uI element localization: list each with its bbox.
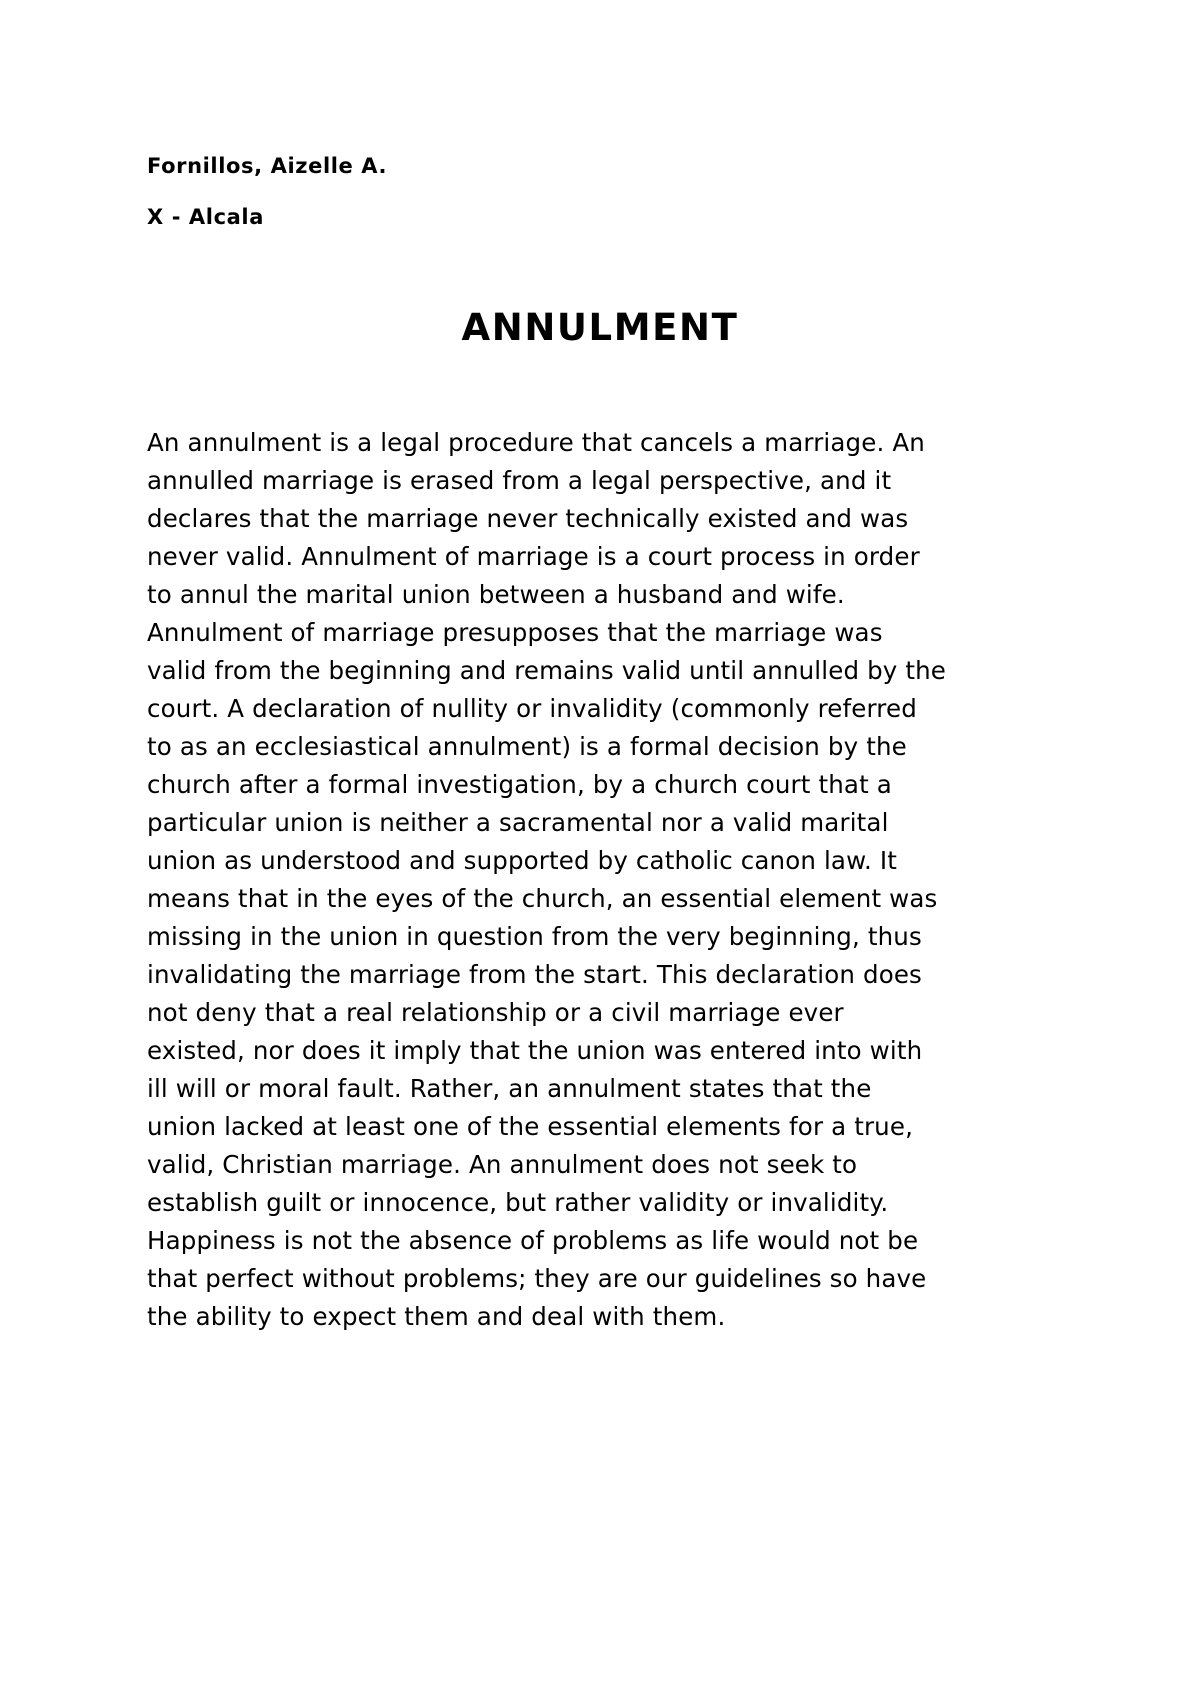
paragraph-line: union lacked at least one of the essential elements for a true, xyxy=(147,1112,914,1141)
paragraph-line: never valid. Annulment of marriage is a court process in order xyxy=(147,542,920,571)
paragraph-line: An annulment is a legal procedure that cancels a marriage. An xyxy=(147,428,925,457)
author-name: Fornillos, Aizelle A. xyxy=(147,154,388,178)
paragraph-line: valid, Christian marriage. An annulment does not seek to xyxy=(147,1150,858,1179)
paragraph-line: not deny that a real relationship or a civil marriage ever xyxy=(147,998,844,1027)
paragraph-line: means that in the eyes of the church, an essential element was xyxy=(147,884,938,913)
paragraph-line: annulled marriage is erased from a legal perspective, and it xyxy=(147,466,892,495)
body-paragraph xyxy=(147,424,1087,1336)
paragraph-line: Happiness is not the absence of problems as life would not be xyxy=(147,1226,919,1255)
paragraph-line: Annulment of marriage presupposes that the marriage was xyxy=(147,618,883,647)
paragraph-line: church after a formal investigation, by a church court that a xyxy=(147,770,892,799)
paragraph-line: declares that the marriage never technically existed and was xyxy=(147,504,909,533)
paragraph-line: to annul the marital union between a husband and wife. xyxy=(147,580,845,609)
paragraph-line: missing in the union in question from the very beginning, thus xyxy=(147,922,922,951)
class-section: X - Alcala xyxy=(147,205,264,229)
paragraph-line: court. A declaration of nullity or invalidity (commonly referred xyxy=(147,694,917,723)
paragraph-line: invalidating the marriage from the start. This declaration does xyxy=(147,960,922,989)
paragraph-line: union as understood and supported by catholic canon law. It xyxy=(147,846,898,875)
paragraph-line: that perfect without problems; they are our guidelines so have xyxy=(147,1264,927,1293)
paragraph-line: particular union is neither a sacramental nor a valid marital xyxy=(147,808,889,837)
paragraph-line: the ability to expect them and deal with them. xyxy=(147,1302,726,1331)
paragraph-line: to as an ecclesiastical annulment) is a formal decision by the xyxy=(147,732,907,761)
paragraph-line: ill will or moral fault. Rather, an annulment states that the xyxy=(147,1074,872,1103)
paragraph-line: valid from the beginning and remains valid until annulled by the xyxy=(147,656,947,685)
paragraph-line: existed, nor does it imply that the union was entered into with xyxy=(147,1036,923,1065)
paragraph-line: establish guilt or innocence, but rather validity or invalidity. xyxy=(147,1188,889,1217)
document-title: ANNULMENT xyxy=(461,306,739,349)
